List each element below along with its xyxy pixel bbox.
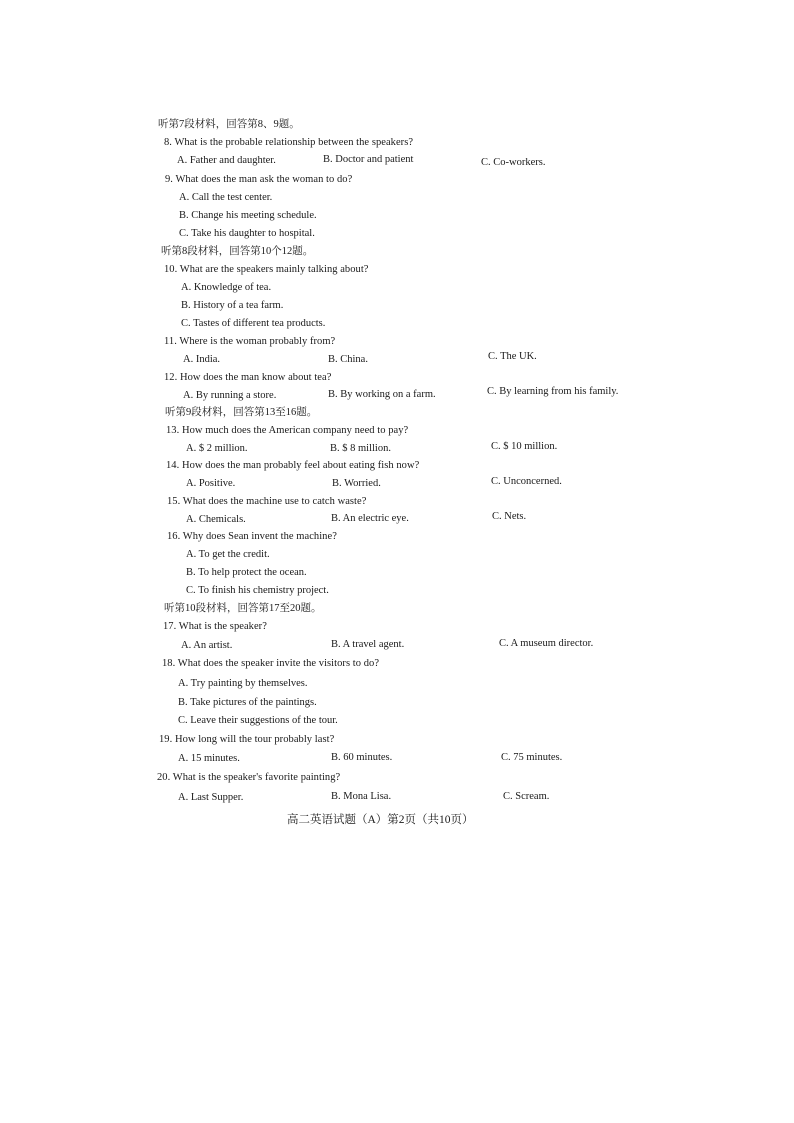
- question-17: 17. What is the speaker?: [163, 621, 267, 632]
- section-header-10: 听第10段材料，回答第17至20题。: [164, 603, 322, 614]
- q14-option-c: C. Unconcerned.: [491, 476, 562, 487]
- q17-option-c: C. A museum director.: [499, 638, 594, 649]
- q15-option-c: C. Nets.: [492, 511, 527, 522]
- q19-option-c: C. 75 minutes.: [501, 752, 563, 763]
- q12-option-a: A. By running a store.: [183, 390, 277, 401]
- q11-option-a: A. India.: [183, 354, 221, 365]
- q10-option-b: B. History of a tea farm.: [181, 300, 284, 311]
- question-16: 16. Why does Sean invent the machine?: [167, 531, 337, 542]
- q20-option-c: C. Scream.: [503, 791, 550, 802]
- question-9: 9. What does the man ask the woman to do?: [165, 174, 353, 185]
- q13-option-a: A. $ 2 million.: [186, 443, 248, 454]
- q19-option-a: A. 15 minutes.: [178, 753, 240, 764]
- q8-option-c: C. Co-workers.: [481, 157, 546, 168]
- question-12: 12. How does the man know about tea?: [164, 372, 332, 383]
- q14-option-b: B. Worried.: [332, 478, 381, 489]
- section-header-8: 听第8段材料，回答第10个12题。: [161, 246, 314, 257]
- q9-option-c: C. Take his daughter to hospital.: [179, 228, 315, 239]
- question-20: 20. What is the speaker's favorite painting?: [157, 772, 341, 783]
- q18-option-a: A. Try painting by themselves.: [178, 678, 308, 689]
- q10-option-a: A. Knowledge of tea.: [181, 282, 272, 293]
- question-15: 15. What does the machine use to catch waste?: [167, 496, 367, 507]
- question-10: 10. What are the speakers mainly talking about?: [164, 264, 369, 275]
- q15-option-a: A. Chemicals.: [186, 514, 246, 525]
- q20-option-a: A. Last Supper.: [178, 792, 244, 803]
- question-11: 11. Where is the woman probably from?: [164, 336, 336, 347]
- section-header-7: 听第7段材料，回答第8、9题。: [158, 119, 300, 130]
- q18-option-b: B. Take pictures of the paintings.: [178, 697, 317, 708]
- q17-option-b: B. A travel agent.: [331, 639, 405, 650]
- q12-option-c: C. By learning from his family.: [487, 386, 619, 397]
- question-19: 19. How long will the tour probably last?: [159, 734, 335, 745]
- q14-option-a: A. Positive.: [186, 478, 236, 489]
- q8-option-a: A. Father and daughter.: [177, 155, 276, 166]
- question-14: 14. How does the man probably feel about eating fish now?: [166, 460, 420, 471]
- q13-option-b: B. $ 8 million.: [330, 443, 391, 454]
- q15-option-b: B. An electric eye.: [331, 513, 409, 524]
- q8-option-b: B. Doctor and patient: [323, 154, 414, 165]
- q16-option-b: B. To help protect the ocean.: [186, 567, 307, 578]
- question-8: 8. What is the probable relationship between the speakers?: [164, 137, 414, 148]
- q10-option-c: C. Tastes of different tea products.: [181, 318, 326, 329]
- q16-option-a: A. To get the credit.: [186, 549, 270, 560]
- q12-option-b: B. By working on a farm.: [328, 389, 436, 400]
- q9-option-b: B. Change his meeting schedule.: [179, 210, 317, 221]
- section-header-9: 听第9段材料，回答第13至16题。: [165, 407, 318, 418]
- q20-option-b: B. Mona Lisa.: [331, 791, 392, 802]
- q9-option-a: A. Call the test center.: [179, 192, 273, 203]
- q13-option-c: C. $ 10 million.: [491, 441, 558, 452]
- page-footer: 高二英语试题（A）第2页（共10页）: [287, 814, 474, 826]
- q17-option-a: A. An artist.: [181, 640, 233, 651]
- question-18: 18. What does the speaker invite the visitors to do?: [162, 658, 380, 669]
- q11-option-b: B. China.: [328, 354, 368, 365]
- question-13: 13. How much does the American company need to pay?: [166, 425, 409, 436]
- q11-option-c: C. The UK.: [488, 351, 537, 362]
- q19-option-b: B. 60 minutes.: [331, 752, 393, 763]
- q16-option-c: C. To finish his chemistry project.: [186, 585, 329, 596]
- q18-option-c: C. Leave their suggestions of the tour.: [178, 715, 338, 726]
